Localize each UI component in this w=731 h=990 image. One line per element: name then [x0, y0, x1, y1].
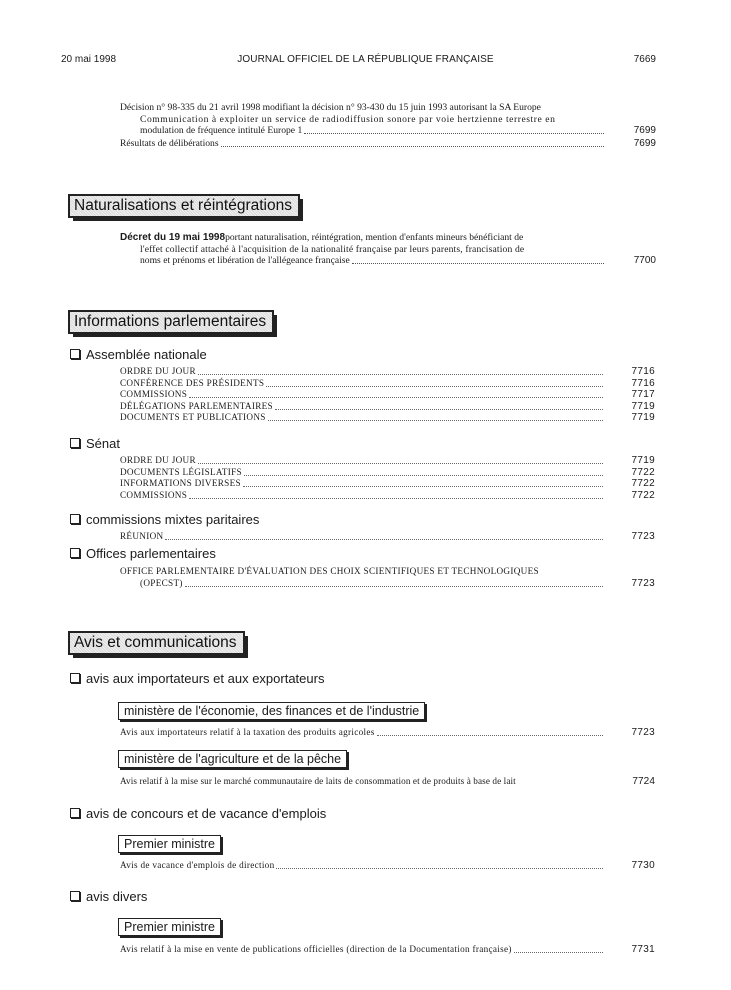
category-avis-concours	[70, 806, 326, 821]
leader-dots	[275, 401, 603, 410]
list-item[interactable]: RÉUNION 7723	[120, 531, 655, 542]
assemblee-list	[120, 366, 655, 424]
list-item[interactable]: COMMISSIONS 7717	[120, 389, 655, 401]
category-commissions-mixtes-paritaires	[70, 512, 259, 527]
ministry-premier-ministre-1: Premier ministre	[118, 835, 221, 853]
list-item[interactable]: ORDRE DU JOUR 7719	[120, 455, 655, 466]
ministry-economie: ministère de l'économie, des finances et de l'industrie	[118, 702, 425, 720]
section-naturalisations: Naturalisations et réintégrations	[68, 194, 300, 218]
checkbox-bullet-icon	[70, 349, 80, 359]
resultats-label: Résultats de délibérations	[120, 138, 219, 149]
list-item[interactable]: Avis aux importateurs relatif à la taxation des produits agricoles 7723	[120, 727, 655, 738]
category-assemblee-nationale	[70, 347, 207, 362]
leader-dots	[514, 944, 603, 953]
header-date: 20 mai 1998	[61, 54, 117, 65]
decision-line-2: Communication à exploiter un service de radiodiffusion sonore par voie hertzienne terrestre en	[140, 113, 556, 125]
leader-dots	[268, 412, 603, 421]
list-item[interactable]: (OPECST) 7723	[140, 577, 655, 589]
decret-line-2: l'effet collectif attaché à l'acquisition de la nationalité française par leurs parents, francisation de	[140, 243, 525, 255]
category-label: Sénat	[86, 436, 120, 451]
list-item[interactable]: Avis relatif à la mise en vente de publications officielles (direction de la Documentation française) 7731	[120, 944, 655, 955]
category-label: avis de concours et de vacance d'emplois	[86, 806, 327, 821]
leader-dots	[304, 125, 604, 134]
checkbox-bullet-icon	[70, 514, 80, 524]
category-label: Offices parlementaires	[86, 546, 216, 561]
decret-entry[interactable]	[120, 232, 656, 267]
list-item[interactable]: Avis de vacance d'emplois de direction 7730	[120, 860, 655, 871]
list-item[interactable]: INFORMATIONS DIVERSES 7722	[120, 478, 655, 490]
category-offices-parlementaires	[70, 546, 216, 561]
list-item[interactable]: Avis relatif à la mise sur le marché communautaire de laits de consommation et de produits à base de lait 7724	[120, 776, 655, 787]
leader-dots	[276, 860, 603, 869]
page-header	[0, 54, 731, 70]
list-item[interactable]: COMMISSIONS 7722	[120, 489, 655, 501]
category-avis-importateurs	[70, 671, 324, 686]
category-avis-divers	[70, 889, 147, 904]
senat-list	[120, 455, 655, 501]
importateurs-list-2	[120, 776, 655, 788]
header-journal-title: JOURNAL OFFICIEL DE LA RÉPUBLIQUE FRANÇAISE	[237, 54, 494, 65]
decret-title: Décret du 19 mai 1998	[120, 232, 226, 243]
checkbox-bullet-icon	[70, 548, 80, 558]
list-item[interactable]: CONFÉRENCE DES PRÉSIDENTS 7716	[120, 377, 655, 389]
category-label: avis divers	[86, 889, 148, 904]
leader-dots	[189, 490, 603, 499]
leader-dots	[198, 455, 603, 464]
concours-list	[120, 860, 655, 872]
decision-entry[interactable]	[120, 102, 656, 137]
ministry-premier-ministre-2: Premier ministre	[118, 918, 221, 936]
leader-dots	[244, 467, 603, 476]
category-label: avis aux importateurs et aux exportateurs	[86, 671, 325, 686]
leader-dots	[185, 578, 603, 587]
list-item[interactable]: DOCUMENTS LÉGISLATIFS 7722	[120, 466, 655, 478]
leader-dots	[189, 389, 603, 398]
leader-dots	[221, 138, 604, 147]
leader-dots	[198, 366, 603, 375]
list-item[interactable]: DÉLÉGATIONS PARLEMENTAIRES 7719	[120, 400, 655, 412]
section-informations-parlementaires: Informations parlementaires	[68, 310, 274, 334]
decret-page: 7700	[633, 255, 656, 266]
cmp-list	[120, 531, 655, 543]
decret-line-3: noms et prénoms et libération de l'allégeance française	[140, 255, 350, 266]
leader-dots	[266, 378, 603, 387]
section-avis-communications: Avis et communications	[68, 631, 245, 655]
category-label: commissions mixtes paritaires	[86, 512, 260, 527]
checkbox-bullet-icon	[70, 891, 80, 901]
leader-dots	[377, 727, 603, 736]
divers-list	[120, 944, 655, 956]
leader-dots	[243, 478, 603, 487]
category-label: Assemblée nationale	[86, 347, 207, 362]
decision-page: 7699	[633, 125, 656, 136]
list-item[interactable]: OFFICE PARLEMENTAIRE D'ÉVALUATION DES CHOIX SCIENTIFIQUES ET TECHNOLOGIQUES	[120, 566, 539, 576]
ministry-agriculture: ministère de l'agriculture et de la pêche	[118, 750, 347, 768]
decision-line-1: Décision n° 98-335 du 21 avril 1998 modifiant la décision n° 93-430 du 15 juin 1993 autorisant la SA Europe	[120, 102, 541, 113]
leader-dots	[352, 255, 604, 264]
checkbox-bullet-icon	[70, 808, 80, 818]
resultats-page: 7699	[633, 138, 656, 149]
category-senat	[70, 436, 120, 451]
list-item[interactable]: DOCUMENTS ET PUBLICATIONS 7719	[120, 412, 655, 424]
resultats-entry[interactable]	[120, 138, 656, 150]
list-item[interactable]: ORDRE DU JOUR 7716	[120, 366, 655, 377]
checkbox-bullet-icon	[70, 438, 80, 448]
header-page-number: 7669	[633, 54, 656, 65]
decision-line-3: modulation de fréquence intitulé Europe 1	[140, 125, 303, 136]
importateurs-list-1	[120, 727, 655, 739]
decret-line-1: portant naturalisation, réintégration, mention d'enfants mineurs bénéficiant de	[225, 232, 524, 243]
offices-list	[120, 566, 655, 589]
checkbox-bullet-icon	[70, 673, 80, 683]
leader-dots	[165, 531, 603, 540]
